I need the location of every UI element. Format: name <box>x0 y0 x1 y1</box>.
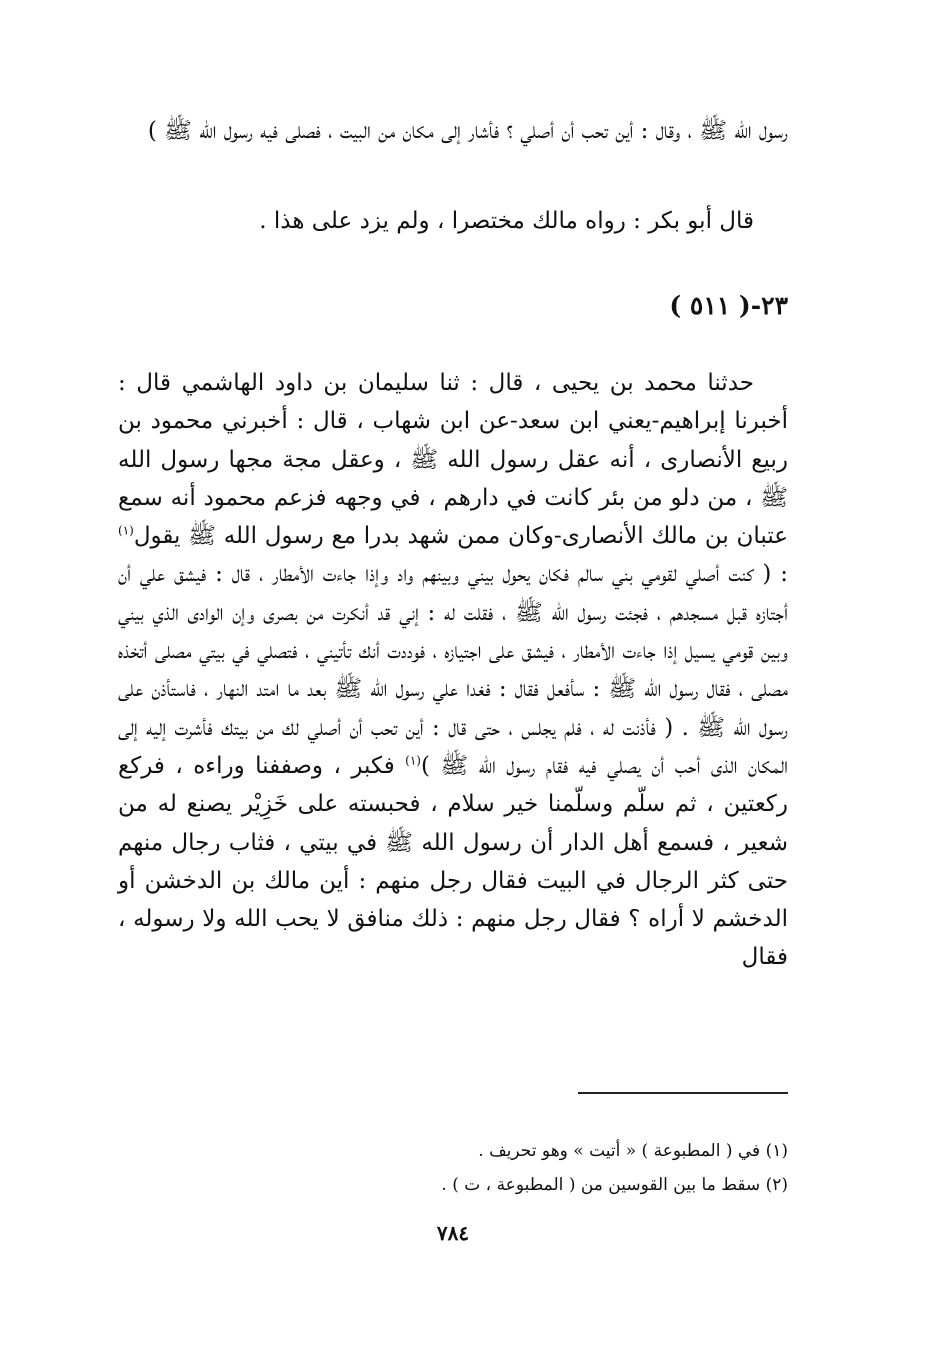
hadith-text-part-3: فكبر ، وصففنا وراءه ، فركع ركعتين ، ثم سلّم وسلّمنا خير سلام ، فحبسته على خَزِيْر يصنع له من شعير ، فسمع أهل الدار أن رسول الله ﷺ في بيتي ، فثاب رجال منهم حتى كثر الرجال في البيت فقال رجل منهم : أين مالك بن الدخشن أو الدخشم لا أراه ؟ فقال رجل منهم : ذلك منافق لا يحب الله ولا رسوله ، فقال <box>118 752 788 971</box>
continued-paragraph: رسول الله ﷺ ، وقال : أين تحب أن أصلي ؟ فأشار إلى مكان من البيت ، فصلى فيه رسول الله ﷺ ) <box>147 118 788 144</box>
footnote-separator <box>578 1092 788 1094</box>
page-number: ٧٨٤ <box>436 1221 470 1245</box>
footnotes <box>118 1134 788 1202</box>
hadith-number-heading: ٢٣-( ٥١١ ) <box>669 291 788 320</box>
hadith-text-part-2: : ( كنت أصلي لقومي بني سالم فكان يحول بيني وبينهم واد وإذا جاءت الأمطار ، قال : فيشق علي أن أجتازه قبل مسجدهم ، فجئت رسول الله ﷺ ، فقلت له : إني قد أنكرت من بصرى وإن الوادى الذي بيني وبين قومي يسيل إذا جاءت الأمطار ، فيشق على اجتيازه ، فوددت أنك تأتيني ، فتصلي في بيتي مصلى أتخذه مصلى ، فقال رسول الله ﷺ : سأفعل فقال : فغدا علي رسول الله ﷺ بعد ما امتد النهار ، فاستأذن على رسول الله ﷺ . ( فأذنت له ، فلم يجلس ، حتى قال : أين تحب أن أصلي لك من بيتك فأشرت إليه إلى المكان الذى أحب أن يصلي فيه فقام رسول الله ﷺ ) <box>118 561 788 779</box>
footnote-reference-2: (١) <box>405 753 421 768</box>
hadith-text <box>118 364 788 977</box>
book-page <box>118 104 788 1324</box>
hadith-text-part-1: حدثنا محمد بن يحيى ، قال : ثنا سليمان بن داود الهاشمي قال : أخبرنا إبراهيم-يعني ابن سعد-عن ابن شهاب ، قال : أخبرني محمود بن ربيع الأنصارى ، أنه عقل رسول الله ﷺ ، وعقل مجة مجها رسول الله ﷺ ، من دلو من بئر كانت في دارهم ، في وجهه فزعم محمود أنه سمع عتبان بن مالك الأنصارى-وكان ممن شهد بدرا مع رسول الله ﷺ يقول <box>118 370 788 550</box>
footnote-1: (١) في ( المطبوعة ) « أتيت » وهو تحريف . <box>478 1141 788 1161</box>
narrator-note: قال أبو بكر : رواه مالك مختصرا ، ولم يزد على هذا . <box>259 208 754 234</box>
footnote-reference-1: (١) <box>118 523 134 538</box>
footnote-2: (٢) سقط ما بين القوسين من ( المطبوعة ، ت ) . <box>441 1175 788 1195</box>
